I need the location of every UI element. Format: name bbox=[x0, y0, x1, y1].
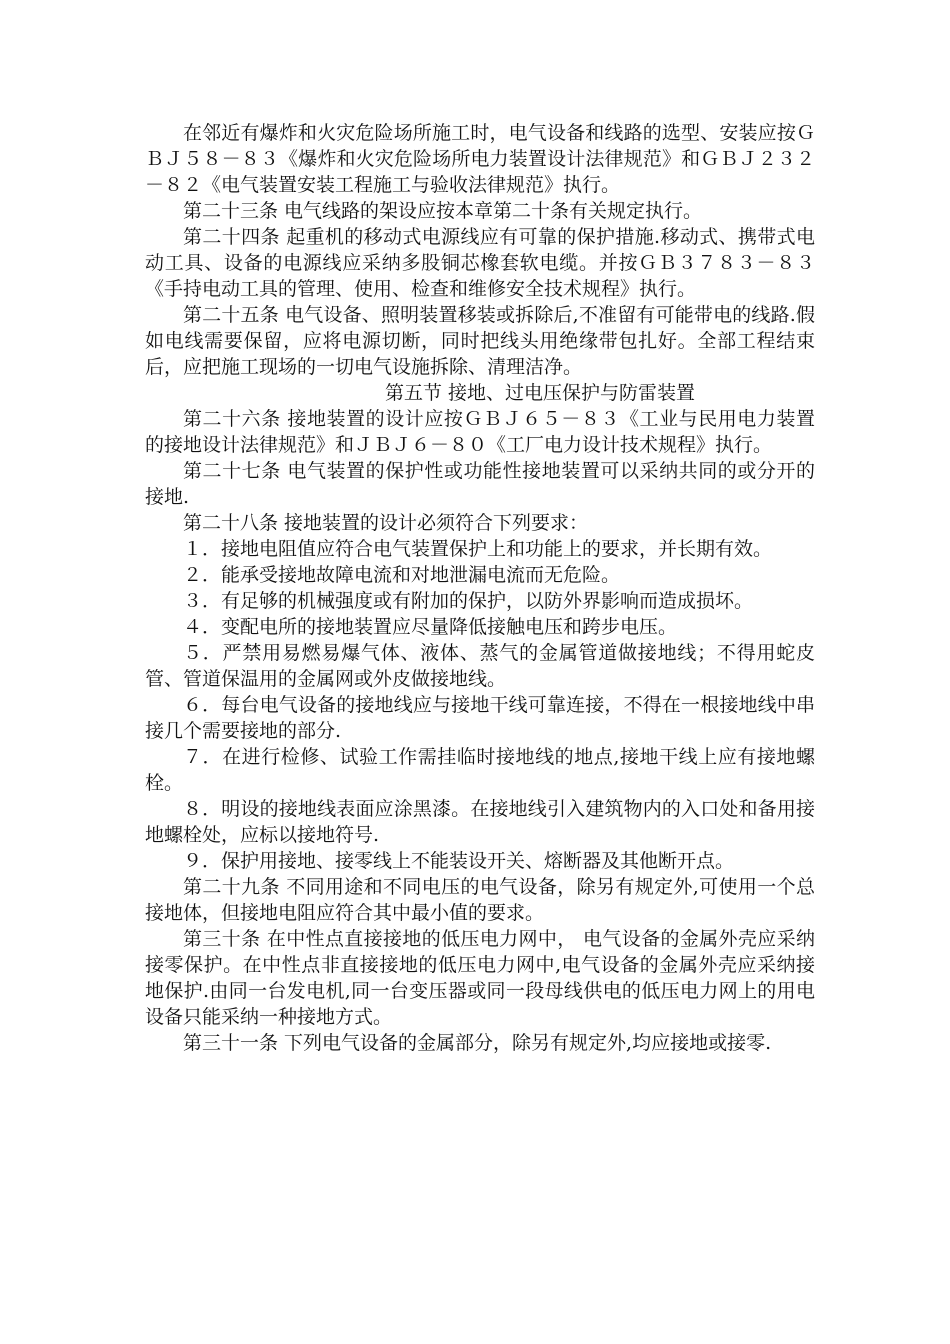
list-item-2: ２．能承受接地故障电流和对地泄漏电流而无危险。 bbox=[183, 564, 621, 586]
list-item-8: ８．明设的接地线表面应涂黑漆。在接地线引入建筑物内的入口处和备用接地螺栓处，应标以接地符号. bbox=[145, 798, 815, 846]
list-item-7: ７．在进行检修、试验工作需挂临时接地线的地点,接地干线上应有接地螺栓。 bbox=[145, 746, 815, 794]
list-item-5: ５．严禁用易燃易爆气体、液体、蒸气的金属管道做接地线；不得用蛇皮管、管道保温用的金属网或外皮做接地线。 bbox=[145, 642, 815, 690]
article-23: 第二十三条 电气线路的架设应按本章第二十条有关规定执行。 bbox=[183, 200, 703, 222]
list-item-4: ４．变配电所的接地装置应尽量降低接触电压和跨步电压。 bbox=[183, 616, 678, 638]
article-27: 第二十七条 电气装置的保护性或功能性接地装置可以采纳共同的或分开的接地. bbox=[145, 460, 815, 508]
article-28: 第二十八条 接地装置的设计必须符合下列要求： bbox=[183, 512, 589, 534]
article-25: 第二十五条 电气设备、照明装置移装或拆除后,不准留有可能带电的线路.假如电线需要保留，应将电源切断，同时把线头用绝缘带包扎好。全部工程结束后，应把施工现场的一切电气设施拆除、清理洁净。 bbox=[145, 304, 815, 378]
article-29: 第二十九条 不同用途和不同电压的电气设备，除另有规定外,可使用一个总接地体，但接地电阻应符合其中最小值的要求。 bbox=[145, 876, 815, 924]
paragraph-hazardous-area: 在邻近有爆炸和火灾危险场所施工时，电气设备和线路的选型、安装应按ＧＢＪ５８－８３《爆炸和火灾危险场所电力装置设计法律规范》和ＧＢＪ２３２－８２《电气装置安装工程施工与验收法律规范》执行。 bbox=[145, 122, 815, 196]
list-item-3: ３．有足够的机械强度或有附加的保护，以防外界影响而造成损坏。 bbox=[183, 590, 754, 612]
article-30: 第三十条 在中性点直接接地的低压电力网中， 电气设备的金属外壳应采纳接零保护。在中性点非直接接地的低压电力网中,电气设备的金属外壳应采纳接地保护.由同一台发电机,同一台变压器或同一段母线供电的低压电力网上的用电设备只能采纳一种接地方式。 bbox=[145, 928, 815, 1028]
article-26: 第二十六条 接地装置的设计应按ＧＢＪ６５－８３《工业与民用电力装置的接地设计法律规范》和ＪＢＪ６－８０《工厂电力设计技术规程》执行。 bbox=[145, 408, 815, 456]
list-item-6: ６．每台电气设备的接地线应与接地干线可靠连接，不得在一根接地线中串接几个需要接地的部分. bbox=[145, 694, 815, 742]
list-item-1: １．接地电阻值应符合电气装置保护上和功能上的要求，并长期有效。 bbox=[183, 538, 773, 560]
section-heading: 第五节 接地、过电压保护与防雷装置 bbox=[384, 382, 696, 404]
article-24: 第二十四条 起重机的移动式电源线应有可靠的保护措施.移动式、携带式电动工具、设备的电源线应采纳多股铜芯橡套软电缆。并按ＧＢ３７８３－８３《手持电动工具的管理、使用、检查和维修安全技术规程》执行。 bbox=[145, 226, 815, 300]
document-body bbox=[145, 120, 815, 1056]
list-item-9: ９．保护用接地、接零线上不能装设开关、熔断器及其他断开点。 bbox=[183, 850, 735, 872]
article-31: 第三十一条 下列电气设备的金属部分，除另有规定外,均应接地或接零. bbox=[183, 1032, 772, 1054]
